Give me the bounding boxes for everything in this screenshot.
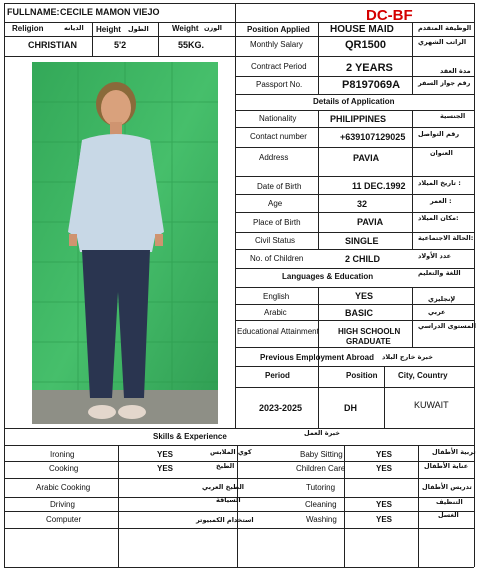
employment-country-header: City, Country: [398, 371, 448, 380]
height-label-ar: الطول: [128, 25, 149, 33]
skill-ironing-label: Ironing: [50, 450, 75, 459]
grid-line: [4, 36, 474, 37]
grid-line: [4, 3, 474, 4]
pob-label-ar: مكان الميلاد:: [418, 214, 459, 222]
skill-ironing-value: YES: [157, 450, 174, 459]
skill-driving-label-ar: السياقة: [216, 496, 241, 504]
employment-period: 2023-2025: [259, 403, 303, 413]
grid-line: [118, 445, 119, 567]
grid-line: [235, 366, 474, 367]
dob-label-ar: تاريخ الميلاد :: [418, 179, 461, 187]
skill-driving-label: Driving: [50, 500, 75, 509]
grid-line: [237, 445, 238, 567]
religion-label-ar: الديانه: [64, 24, 84, 32]
salary-label-ar: الراتب الشهري: [418, 38, 467, 46]
position-applied-label: Position Applied: [247, 25, 310, 34]
grid-line: [235, 212, 474, 213]
skill-babysitting-label: Baby Sitting: [300, 450, 343, 459]
employment-title-ar: خبرة خارج البلاد: [382, 353, 433, 361]
religion-label: Religion: [12, 24, 44, 33]
applicant-photo: [32, 62, 218, 424]
age-label-ar: العمر :: [430, 197, 452, 205]
grid-line: [235, 194, 474, 195]
contact-label-ar: رقم التواصل: [418, 130, 460, 138]
position-applied-label-ar: الوظيفة المتقدم: [418, 24, 472, 32]
skills-title-ar: خبرة العمل: [304, 429, 340, 437]
children-label: No. of Children: [250, 254, 304, 263]
grid-line: [235, 320, 474, 321]
skill-computer-label-ar: استخدام الكمبيوتر: [196, 516, 254, 524]
grid-line: [158, 22, 159, 56]
grid-line: [4, 511, 474, 512]
skill-arabic-cooking-label: Arabic Cooking: [36, 483, 91, 492]
civil-status-label-ar: الحالة الاجتماعية:: [418, 234, 474, 242]
skill-cooking-value: YES: [157, 464, 174, 473]
skill-babysitting-value: YES: [376, 450, 393, 459]
contact-label: Contact number: [250, 132, 307, 141]
education-value-line1: HIGH SCHOOLN: [338, 327, 401, 336]
address-label: Address: [259, 153, 289, 162]
english-label: English: [263, 292, 290, 301]
skill-cleaning-value: YES: [376, 500, 393, 509]
skill-washing-label: Washing: [306, 515, 337, 524]
grid-line: [235, 94, 474, 95]
skills-title: Skills & Experience: [153, 432, 227, 441]
weight-label-ar: الوزن: [204, 24, 223, 32]
employment-position-header: Position: [346, 371, 378, 380]
grid-line: [4, 56, 474, 57]
grid-line: [235, 304, 474, 305]
education-label: Educational Attainment: [237, 327, 319, 336]
skill-computer-label: Computer: [46, 515, 82, 524]
grid-line: [4, 3, 5, 567]
skill-tutoring-label: Tutoring: [306, 483, 336, 492]
children-value: 2 CHILD: [345, 254, 381, 264]
fullname-label: FULLNAME:: [7, 7, 60, 17]
age-label: Age: [268, 199, 283, 208]
address-value: PAVIA: [353, 153, 380, 163]
civil-status-label: Civil Status: [255, 236, 296, 245]
grid-line: [412, 22, 413, 94]
grid-line: [235, 147, 474, 148]
grid-line: [235, 127, 474, 128]
weight-value: 55KG.: [178, 40, 205, 50]
arabic-value: BASIC: [345, 308, 374, 318]
grid-line: [235, 76, 474, 77]
skill-childcare-label: Children Care: [296, 464, 346, 473]
employment-title: Previous Employment Abroad: [260, 353, 374, 362]
english-label-ar: لإنجليزي: [428, 295, 456, 303]
employment-position: DH: [344, 403, 357, 413]
salary-value: QR1500: [345, 39, 386, 51]
height-value: 5'2: [114, 40, 127, 50]
children-label-ar: عدد الأولاد: [418, 252, 452, 260]
grid-line: [235, 232, 474, 233]
arabic-label: Arabic: [264, 308, 287, 317]
pob-label: Place of Birth: [253, 218, 301, 227]
grid-line: [412, 287, 413, 347]
skill-cleaning-label: Cleaning: [305, 500, 337, 509]
contract-value: 2 YEARS: [346, 62, 393, 74]
dob-value: 11 DEC.1992: [352, 181, 406, 191]
grid-line: [4, 567, 474, 568]
skill-ironing-label-ar: كوي الملابس: [210, 448, 252, 456]
grid-line: [318, 22, 319, 94]
pob-value: PAVIA: [357, 217, 384, 227]
grid-line: [318, 110, 319, 249]
skill-childcare-value: YES: [376, 464, 393, 473]
grid-line: [4, 528, 474, 529]
civil-status-value: SINGLE: [345, 236, 379, 246]
grid-line: [474, 3, 475, 567]
grid-line: [4, 445, 474, 446]
skill-babysitting-label-ar: تربية الأطفال: [432, 448, 476, 456]
address-label-ar: العنوان: [430, 149, 453, 157]
salary-label: Monthly Salary: [250, 40, 303, 49]
age-value: 32: [357, 199, 368, 209]
nationality-label-ar: الجنسية: [440, 112, 466, 120]
grid-line: [4, 478, 474, 479]
skill-cleaning-label-ar: التنظيف: [436, 498, 463, 506]
grid-line: [384, 366, 385, 428]
skill-washing-value: YES: [376, 515, 393, 524]
languages-title-ar: اللغة والتعليم: [418, 269, 461, 277]
grid-line: [235, 387, 474, 388]
education-label-ar: المستوى الدراسي: [418, 322, 476, 330]
grid-line: [235, 287, 474, 288]
grid-line: [235, 176, 474, 177]
education-value-line2: GRADUATE: [346, 337, 391, 346]
skill-tutoring-label-ar: تدريس الأطفال: [422, 483, 472, 491]
grid-line: [235, 3, 236, 428]
arabic-label-ar: عربي: [428, 308, 446, 316]
skill-arabic-cooking-label-ar: الطبخ العربي: [202, 483, 244, 491]
grid-line: [412, 110, 413, 249]
contract-label: Contract Period: [251, 62, 307, 71]
grid-line: [235, 110, 474, 111]
religion-value: CHRISTIAN: [28, 40, 77, 50]
fullname-value: CECILE MAMON VIEJO: [60, 7, 160, 17]
grid-line: [235, 347, 474, 348]
passport-label-ar: رقم جواز السفر: [418, 79, 471, 87]
details-title: Details of Application: [313, 97, 395, 106]
weight-label: Weight: [172, 24, 199, 33]
grid-line: [4, 461, 474, 462]
dob-label: Date of Birth: [257, 182, 302, 191]
employment-period-header: Period: [265, 371, 290, 380]
grid-line: [235, 249, 474, 250]
skill-cooking-label: Cooking: [49, 464, 79, 473]
languages-title: Languages & Education: [282, 272, 374, 281]
grid-line: [418, 445, 419, 567]
employment-country: KUWAIT: [414, 400, 449, 410]
grid-line: [92, 22, 93, 56]
contact-value: +639107129025: [340, 132, 406, 142]
position-applied-value: HOUSE MAID: [330, 24, 394, 35]
nationality-value: PHILIPPINES: [330, 114, 387, 124]
contract-label-ar: مدة العقد: [440, 67, 471, 75]
passport-value: P8197069A: [342, 79, 401, 91]
english-value: YES: [355, 291, 374, 301]
height-label: Height: [96, 25, 121, 34]
passport-label: Passport No.: [256, 80, 303, 89]
nationality-label: Nationality: [259, 114, 297, 123]
skill-cooking-label-ar: الطبخ: [216, 462, 235, 470]
skill-washing-label-ar: الغسل: [438, 511, 459, 519]
grid-line: [4, 428, 474, 429]
agency-code: DC-BF: [366, 7, 413, 24]
skill-childcare-label-ar: عناية الأطفال: [424, 462, 469, 470]
